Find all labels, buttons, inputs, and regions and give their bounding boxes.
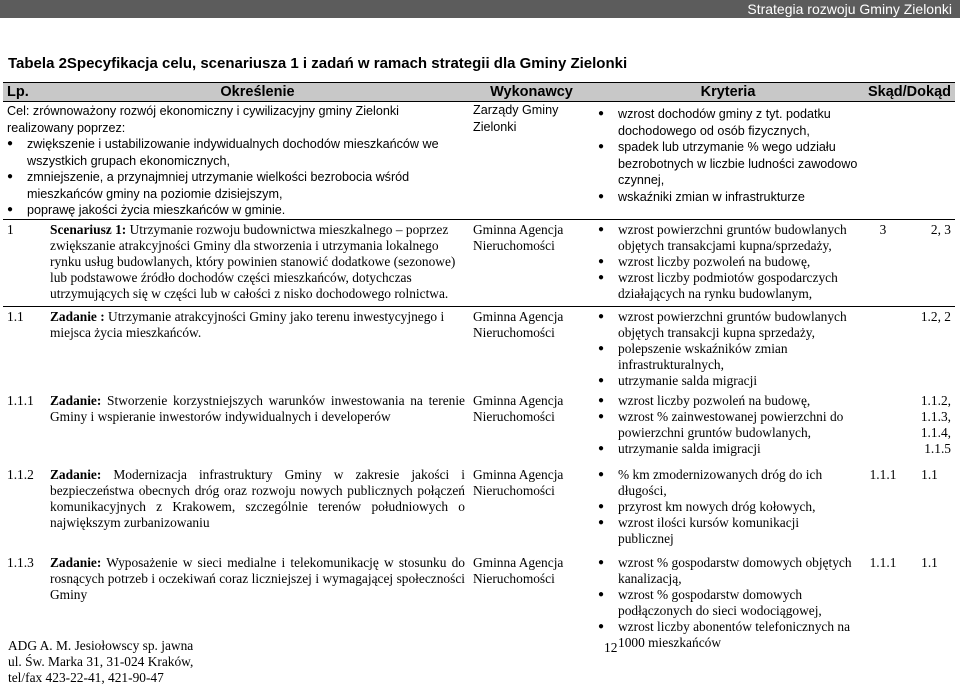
footer-company-info: [8, 638, 193, 686]
row-to: 1.1.2, 1.1.3, 1.1.4, 1.1.5: [920, 392, 951, 456]
row-criteria: [594, 306, 862, 391]
row-text: Stworzenie korzystniejszych warunków inwestowania na terenie Gminy i wspieranie inwestorów indywidualnych i developerów: [50, 392, 465, 424]
row-lp: 1.1.3: [7, 554, 34, 570]
column-header-skad-dokad: Skąd/Dokąd: [862, 83, 955, 102]
row-from: [862, 391, 904, 463]
goal-criteria: [594, 102, 862, 220]
criteria-list: [598, 309, 858, 389]
footer-company: ADG A. M. Jesiołowscy sp. jawna: [8, 638, 194, 653]
criteria-list: [598, 222, 858, 302]
criteria-list: [598, 393, 858, 457]
criteria-item: ● utrzymanie salda migracji: [598, 373, 858, 389]
table-row: [3, 463, 955, 553]
criteria-item: ● polepszenie wskaźników zmian infrastrukturalnych,: [598, 341, 858, 373]
row-from: 1.1.1: [869, 554, 897, 570]
footer-phone: tel/fax 423-22-41, 421-90-47: [8, 670, 164, 685]
row-criteria: [594, 553, 862, 651]
row-from: [862, 306, 904, 391]
row-description: [46, 391, 469, 463]
page-number: 12: [604, 640, 618, 655]
footer-address: ul. Św. Marka 31, 31-024 Kraków,: [8, 654, 194, 669]
row-executor: Gminna Agencja Nieruchomości: [469, 219, 594, 306]
table-header-row: [3, 83, 955, 102]
row-lp: 1.1: [3, 306, 46, 391]
column-header-okreslenie: Określenie: [46, 83, 469, 102]
row-lp: 1: [3, 219, 46, 306]
criteria-item: ● wzrost liczby abonentów telefonicznych na 1000 mieszkańców: [598, 619, 858, 651]
column-header-kryteria: Kryteria: [594, 83, 862, 102]
table-row: [3, 553, 955, 651]
row-executor: Gminna Agencja Nieruchomości: [473, 554, 564, 586]
criteria-item: ● utrzymanie salda imigracji: [598, 441, 858, 457]
row-from: 1.1.1: [869, 466, 897, 482]
row-to: 1.2, 2: [904, 306, 955, 391]
row-description: [46, 463, 469, 553]
row-executor: Gminna Agencja Nieruchomości: [469, 306, 594, 391]
criteria-item: ● wzrost liczby pozwoleń na budowę,: [598, 393, 858, 409]
goal-item: ● zwiększenie i ustabilizowanie indywidualnych dochodów mieszkańców we wszystkich grupach ekonomicznych,: [7, 136, 465, 169]
table-row: [3, 306, 955, 391]
criteria-item: ● wzrost % gospodarstw domowych objętych kanalizacją,: [598, 555, 858, 587]
goal-list: [7, 136, 465, 219]
row-text: Modernizacja infrastruktury Gminy w zakresie jakości i bezpieczeństwa obecnych dróg oraz rozwoju nowych publicznych połączeń komunikacyjnych z Krakowem, szczególnie terenów południowych o największym zurbanizowaniu: [50, 466, 465, 530]
criteria-item: ● wzrost % gospodarstw domowych podłączonych do sieci wodociągowej,: [598, 587, 858, 619]
goal-description: [3, 102, 469, 220]
goal-criteria-list: [598, 106, 858, 205]
criteria-item: ● % km zmodernizowanych dróg do ich długości,: [598, 467, 858, 499]
row-label: Zadanie:: [50, 466, 102, 482]
table-row: [3, 219, 955, 306]
column-header-lp: Lp.: [3, 83, 46, 102]
criteria-item: ● wzrost ilości kursów komunikacji publicznej: [598, 515, 858, 547]
row-to: 1.1: [921, 466, 938, 482]
row-lp: 1.1.1: [7, 392, 34, 408]
row-label: Zadanie:: [50, 554, 102, 570]
criteria-item: ● wzrost liczby podmiotów gospodarczych działających na rynku budowlanym,: [598, 270, 858, 302]
row-from: 3: [862, 219, 904, 306]
row-label: Zadanie :: [50, 308, 105, 324]
row-executor: Gminna Agencja Nieruchomości: [473, 392, 564, 424]
row-lp: 1.1.2: [7, 466, 34, 482]
row-criteria: [594, 391, 862, 463]
document-title: Tabela 2Specyfikacja celu, scenariusza 1 i zadań w ramach strategii dla Gminy Zielonki: [8, 55, 628, 72]
row-description: [46, 306, 469, 391]
row-text: Wyposażenie w sieci medialne i telekomunikację w stosunku do rosnących potrzeb i oczekiwań coraz liczniejszej i wymagającej społeczności Gminy: [50, 554, 465, 602]
goal-item: ● zmniejszenie, a przynajmniej utrzymanie wielkości bezrobocia wśród mieszkańców gminy na poziomie dzisiejszym,: [7, 169, 465, 202]
row-text: Utrzymanie atrakcyjności Gminy jako terenu inwestycyjnego i miejsca życia mieszkańców.: [50, 308, 445, 340]
column-header-wykonawcy: Wykonawcy: [469, 83, 594, 102]
table-row: [3, 391, 955, 463]
header-bar: [0, 0, 960, 18]
criteria-item: ● wzrost powierzchni gruntów budowlanych objętych transakcji kupna sprzedaży,: [598, 309, 858, 341]
goal-intro: Cel: zrównoważony rozwój ekonomiczny i cywilizacyjny gminy Zielonki realizowany poprzez:: [7, 104, 399, 135]
row-to: 1.1: [921, 554, 938, 570]
criteria-item: ● przyrost km nowych dróg kołowych,: [598, 499, 858, 515]
criteria-list: [598, 555, 858, 651]
criteria-item: ● wzrost dochodów gminy z tyt. podatku dochodowego od osób fizycznych,: [598, 106, 858, 139]
criteria-item: ● wzrost liczby pozwoleń na budowę,: [598, 254, 858, 270]
table-row-goal: [3, 102, 955, 220]
criteria-item: ● wskaźniki zmian w infrastrukturze: [598, 189, 858, 206]
goal-executor: Zarządy Gminy Zielonki: [473, 103, 559, 134]
row-criteria: [594, 219, 862, 306]
row-label: Scenariusz 1:: [50, 221, 127, 237]
row-text: Utrzymanie rozwoju budownictwa mieszkalnego – poprzez zwiększanie atrakcyjności Gminy dla stworzenia i utrzymania lokalnego rynku usług budowlanych, który powinien stanowić dodatkowe (sezonowe) lub podstawowe źródło dochodów części mieszkańców, dotychczas utrzymujących się w części lub w całości z nisko dochodowego rolnictwa.: [50, 221, 456, 301]
row-to: 2, 3: [904, 219, 955, 306]
criteria-item: ● wzrost % zainwestowanej powierzchni do powierzchni gruntów budowlanych,: [598, 409, 858, 441]
goal-item: ● poprawę jakości życia mieszkańców w gminie.: [7, 202, 465, 219]
row-executor: Gminna Agencja Nieruchomości: [473, 466, 564, 498]
header-title: Strategia rozwoju Gminy Zielonki: [747, 1, 952, 17]
criteria-list: [598, 467, 858, 547]
row-label: Zadanie:: [50, 392, 102, 408]
criteria-item: ● wzrost powierzchni gruntów budowlanych objętych transakcjami kupna/sprzedaży,: [598, 222, 858, 254]
row-description: [46, 553, 469, 651]
specification-table: [3, 82, 955, 651]
row-criteria: [594, 463, 862, 553]
criteria-item: ● spadek lub utrzymanie % wego udziału bezrobotnych w liczbie ludności zawodowo czynnej,: [598, 139, 858, 189]
row-description: [46, 219, 469, 306]
